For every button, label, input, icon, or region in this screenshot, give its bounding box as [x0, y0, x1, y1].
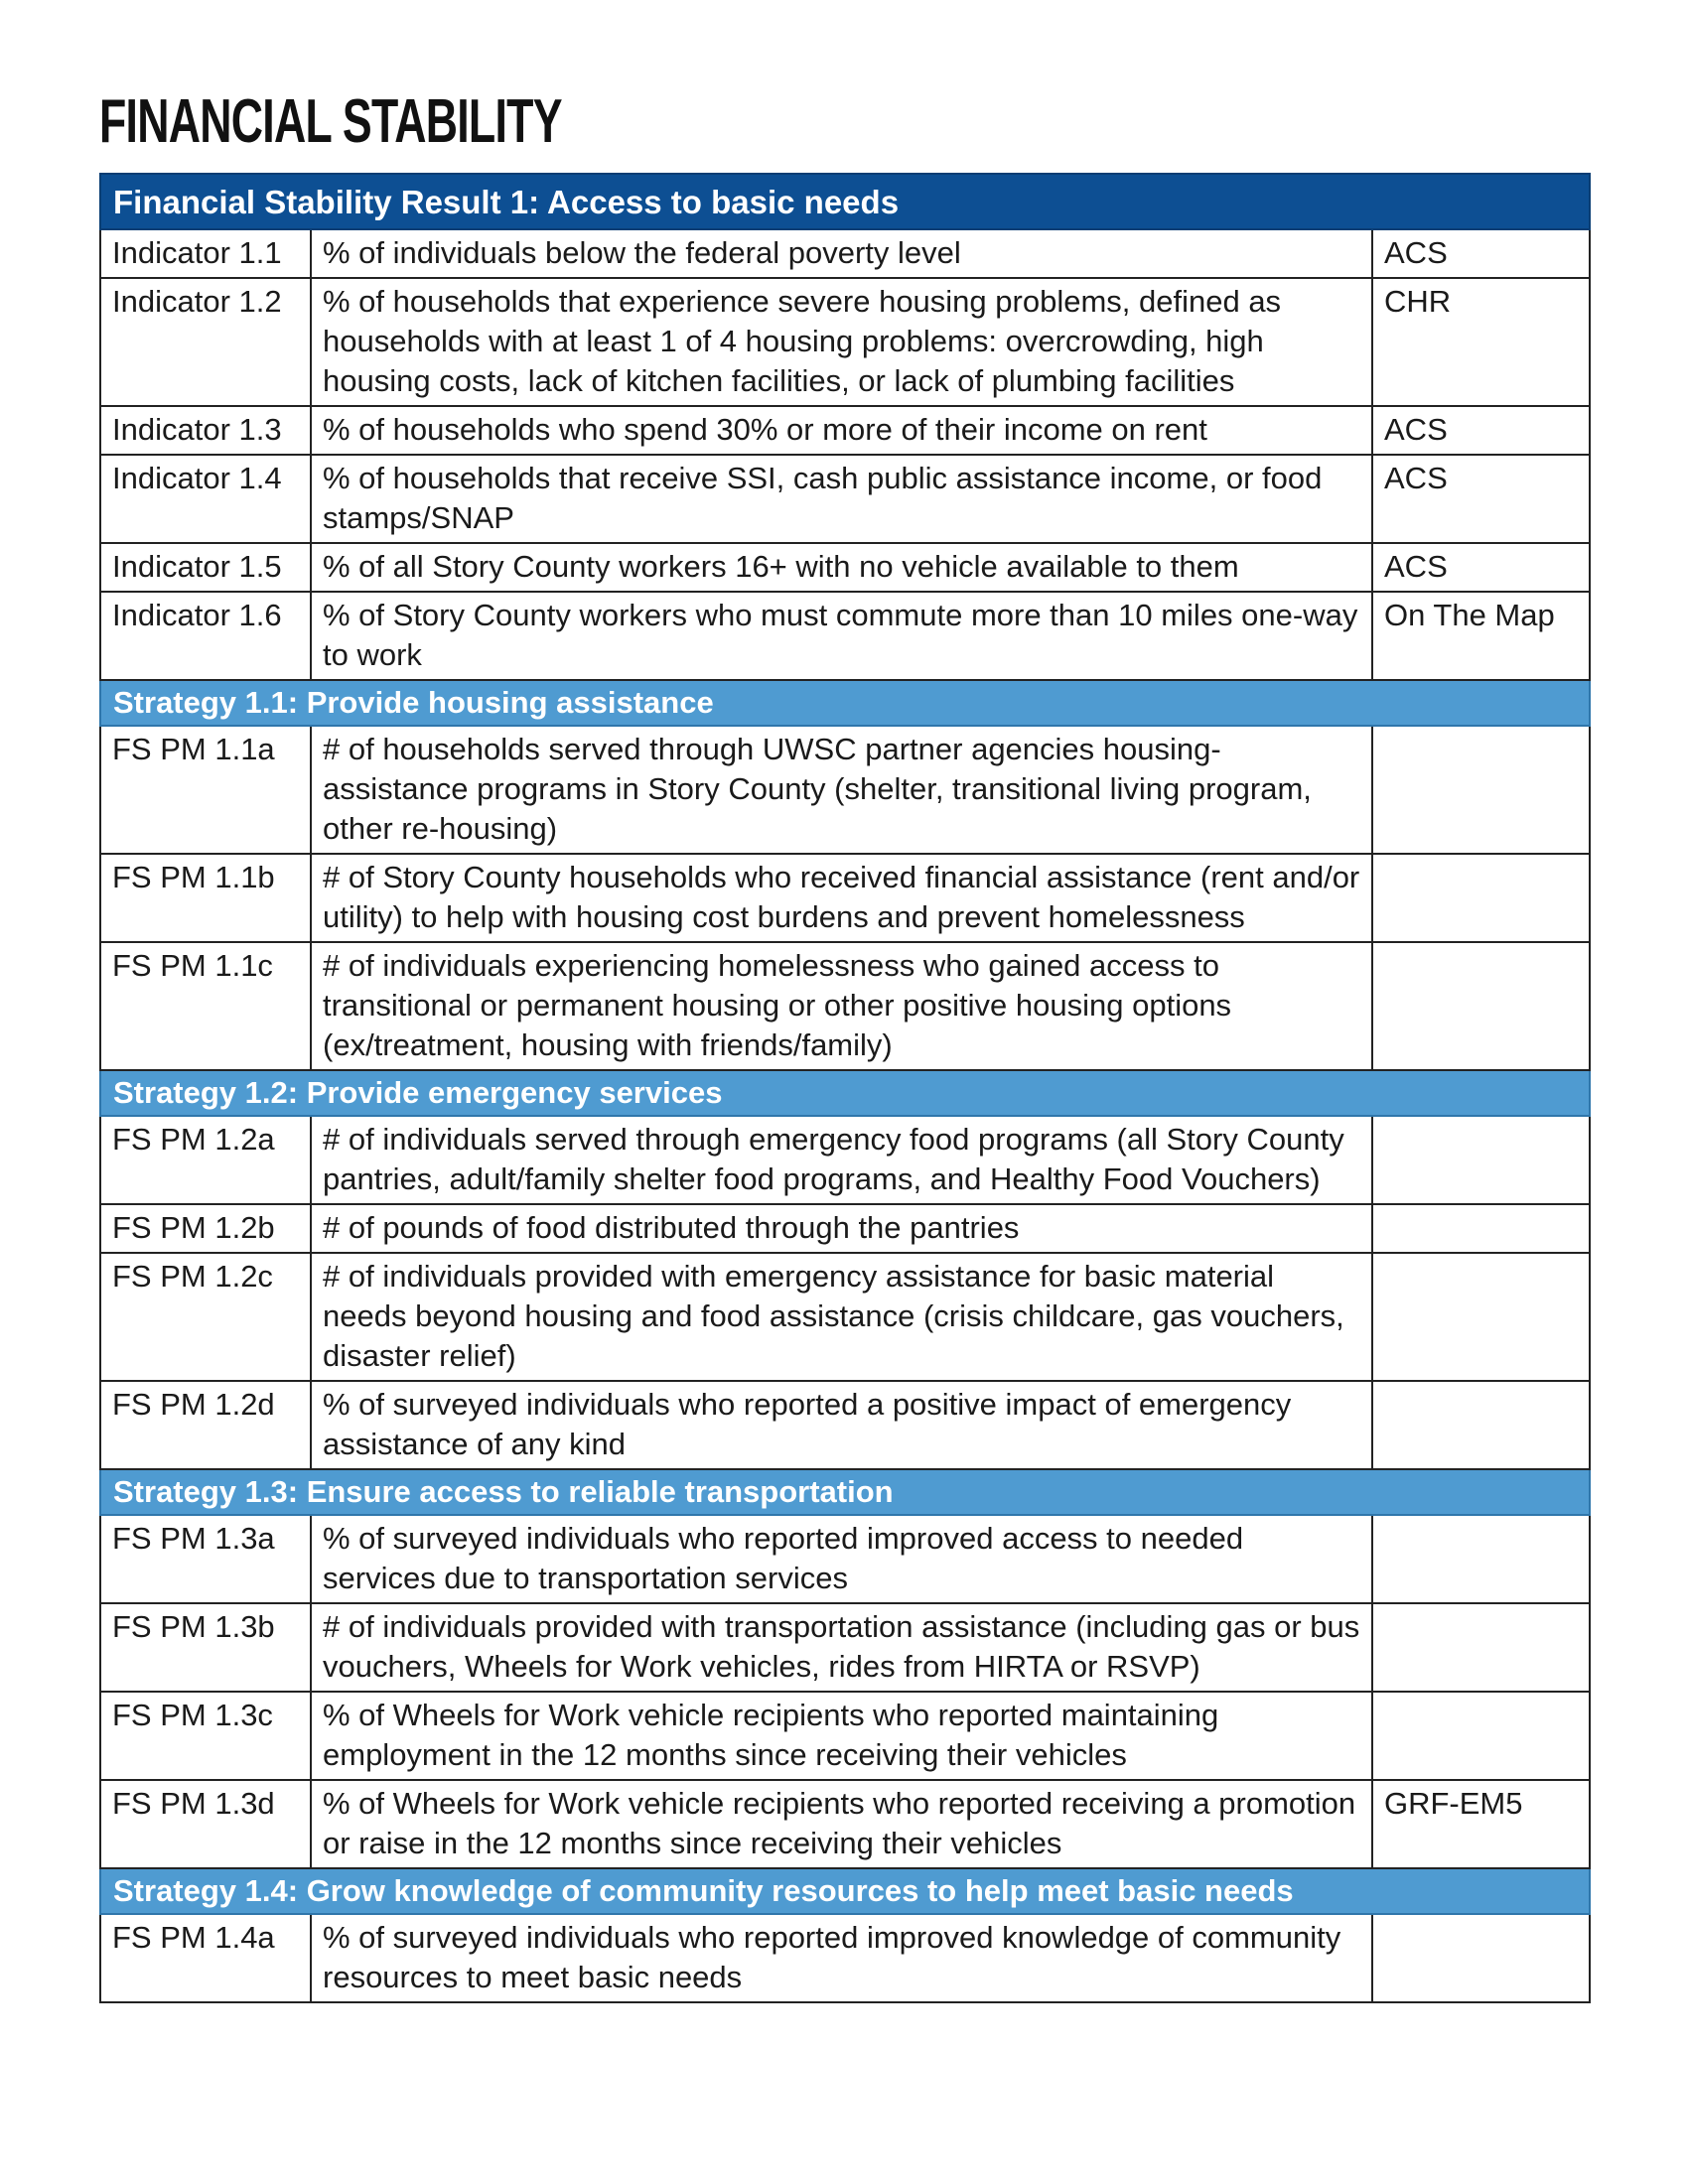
measure-source [1372, 1603, 1590, 1692]
indicator-source: ACS [1372, 455, 1590, 543]
measure-source [1372, 726, 1590, 854]
strategy-title: Strategy 1.3: Ensure access to reliable transportation [100, 1469, 1590, 1515]
measure-source [1372, 1515, 1590, 1603]
indicator-code: Indicator 1.5 [100, 543, 311, 592]
measure-source: GRF-EM5 [1372, 1780, 1590, 1868]
measure-source [1372, 1692, 1590, 1780]
strategy-header-row [100, 1469, 1590, 1515]
indicator-text: % of households that experience severe housing problems, defined as households with at least 1 of 4 housing problems: overcrowding, high housing costs, lack of kitchen facilities, or lack of plumbing facilities [311, 278, 1372, 406]
measure-source [1372, 1381, 1590, 1469]
measure-row [100, 1515, 1590, 1603]
measure-text: # of individuals provided with transportation assistance (including gas or bus vouchers, Wheels for Work vehicles, rides from HIRTA or RSVP) [311, 1603, 1372, 1692]
indicator-row [100, 229, 1590, 278]
measure-code: FS PM 1.2c [100, 1253, 311, 1381]
indicators-table [99, 173, 1591, 2003]
indicator-source: ACS [1372, 406, 1590, 455]
measure-code: FS PM 1.2d [100, 1381, 311, 1469]
measure-code: FS PM 1.1b [100, 854, 311, 942]
measure-code: FS PM 1.1c [100, 942, 311, 1070]
indicator-row [100, 543, 1590, 592]
indicator-source: ACS [1372, 543, 1590, 592]
measure-source [1372, 1116, 1590, 1204]
measure-text: # of pounds of food distributed through the pantries [311, 1204, 1372, 1253]
indicator-code: Indicator 1.3 [100, 406, 311, 455]
measure-source [1372, 1914, 1590, 2002]
strategy-title: Strategy 1.2: Provide emergency services [100, 1070, 1590, 1116]
indicator-text: % of households who spend 30% or more of their income on rent [311, 406, 1372, 455]
indicator-row [100, 278, 1590, 406]
measure-text: % of surveyed individuals who reported improved access to needed services due to transportation services [311, 1515, 1372, 1603]
indicator-code: Indicator 1.2 [100, 278, 311, 406]
measure-text: # of individuals served through emergency food programs (all Story County pantries, adult/family shelter food programs, and Healthy Food Vouchers) [311, 1116, 1372, 1204]
measure-row [100, 942, 1590, 1070]
indicator-text: % of individuals below the federal poverty level [311, 229, 1372, 278]
measure-text: # of individuals experiencing homelessness who gained access to transitional or permanent housing or other positive housing options (ex/treatment, housing with friends/family) [311, 942, 1372, 1070]
measure-text: % of surveyed individuals who reported improved knowledge of community resources to meet basic needs [311, 1914, 1372, 2002]
measure-text: # of households served through UWSC partner agencies housing-assistance programs in Story County (shelter, transitional living program, other re-housing) [311, 726, 1372, 854]
measure-code: FS PM 1.3a [100, 1515, 311, 1603]
page-title: FINANCIAL STABILITY [99, 87, 562, 156]
strategy-header-row [100, 1868, 1590, 1914]
indicator-row [100, 406, 1590, 455]
indicator-source: CHR [1372, 278, 1590, 406]
measure-source [1372, 1204, 1590, 1253]
indicator-code: Indicator 1.4 [100, 455, 311, 543]
indicator-text: % of Story County workers who must commute more than 10 miles one-way to work [311, 592, 1372, 680]
measure-row [100, 1381, 1590, 1469]
measure-code: FS PM 1.2a [100, 1116, 311, 1204]
indicator-source: ACS [1372, 229, 1590, 278]
measure-row [100, 854, 1590, 942]
indicator-source: On The Map [1372, 592, 1590, 680]
measure-source [1372, 942, 1590, 1070]
indicator-text: % of all Story County workers 16+ with no vehicle available to them [311, 543, 1372, 592]
measure-code: FS PM 1.3b [100, 1603, 311, 1692]
measure-text: % of Wheels for Work vehicle recipients who reported receiving a promotion or raise in the 12 months since receiving their vehicles [311, 1780, 1372, 1868]
measure-code: FS PM 1.2b [100, 1204, 311, 1253]
measure-code: FS PM 1.3d [100, 1780, 311, 1868]
measure-source [1372, 1253, 1590, 1381]
indicator-text: % of households that receive SSI, cash public assistance income, or food stamps/SNAP [311, 455, 1372, 543]
measure-source [1372, 854, 1590, 942]
measure-code: FS PM 1.4a [100, 1914, 311, 2002]
measure-text: % of Wheels for Work vehicle recipients who reported maintaining employment in the 12 months since receiving their vehicles [311, 1692, 1372, 1780]
measure-row [100, 1204, 1590, 1253]
measure-text: # of individuals provided with emergency assistance for basic material needs beyond housing and food assistance (crisis childcare, gas vouchers, disaster relief) [311, 1253, 1372, 1381]
measure-row [100, 726, 1590, 854]
measure-code: FS PM 1.3c [100, 1692, 311, 1780]
result-title: Financial Stability Result 1: Access to basic needs [100, 174, 1590, 229]
strategy-header-row [100, 680, 1590, 726]
measure-row [100, 1780, 1590, 1868]
indicator-code: Indicator 1.1 [100, 229, 311, 278]
indicator-row [100, 592, 1590, 680]
measure-row [100, 1603, 1590, 1692]
measure-row [100, 1116, 1590, 1204]
strategy-title: Strategy 1.4: Grow knowledge of community resources to help meet basic needs [100, 1868, 1590, 1914]
strategy-title: Strategy 1.1: Provide housing assistance [100, 680, 1590, 726]
measure-row [100, 1914, 1590, 2002]
measure-row [100, 1253, 1590, 1381]
indicator-row [100, 455, 1590, 543]
measure-text: # of Story County households who received financial assistance (rent and/or utility) to help with housing cost burdens and prevent homelessness [311, 854, 1372, 942]
measure-code: FS PM 1.1a [100, 726, 311, 854]
indicator-code: Indicator 1.6 [100, 592, 311, 680]
strategy-header-row [100, 1070, 1590, 1116]
result-header-row [100, 174, 1590, 229]
measure-text: % of surveyed individuals who reported a positive impact of emergency assistance of any kind [311, 1381, 1372, 1469]
measure-row [100, 1692, 1590, 1780]
